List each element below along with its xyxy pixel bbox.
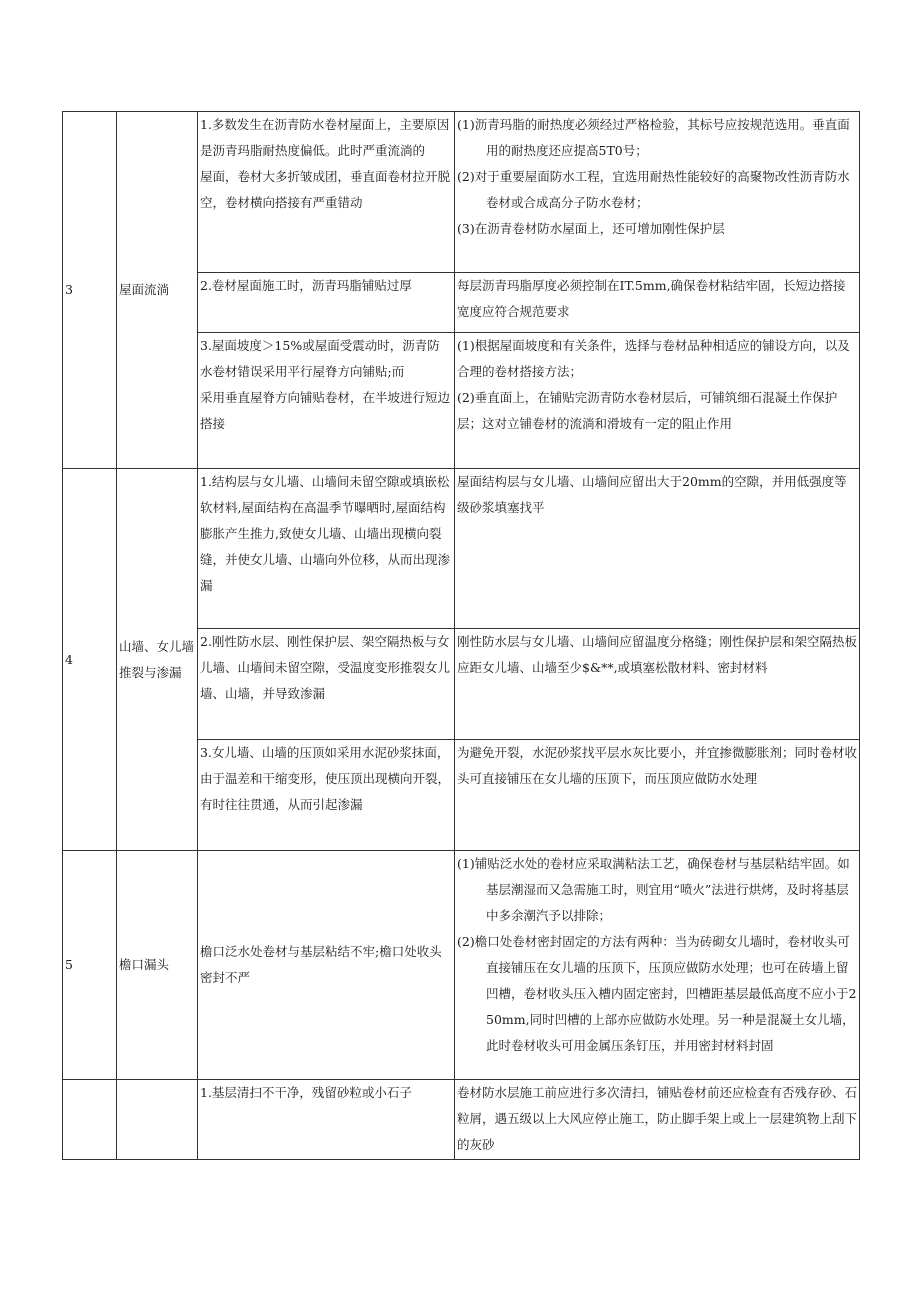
cause-cell [198, 469, 455, 629]
measure-cell [455, 629, 860, 740]
measure-cell [455, 469, 860, 629]
cause-text: 采用垂直屋脊方向铺贴卷材，在半坡进行短边搭接 [200, 390, 451, 431]
measure-item: (1)沥青玛脂的耐热度必须经过严格检验，其标号应按规范选用。垂直面用的耐热度还应提高5T0号； [457, 117, 850, 158]
cause-text: 檐口泛水处卷材与基层粘结不牢;檐口处收头密封不严 [200, 944, 442, 985]
defect-category: 屋面流淌 [117, 112, 198, 469]
measure-cell [455, 112, 860, 273]
measure-text: 为避免开裂，水泥砂浆找平层水灰比要小，并宜掺微膨胀剂；同时卷材收头可直接铺压在女儿墙的压顶下，而压顶应做防水处理 [457, 745, 858, 786]
cause-cell [198, 273, 455, 333]
table-row [63, 1080, 860, 1160]
measure-item: (1)铺贴泛水处的卷材应采取满粘法工艺，确保卷材与基层粘结牢固。如基层潮湿而又急需施工时，则宜用“喷火”法进行烘烤，及时将基层中多余潮汽予以排除； [457, 856, 850, 923]
measure-cell [455, 333, 860, 469]
row-number: 4 [63, 469, 117, 851]
defects-table [62, 111, 860, 1160]
cause-cell [198, 112, 455, 273]
cause-cell [198, 740, 455, 851]
cause-text: 屋面，卷材大多折皱成团，垂直面卷材拉开脱空，卷材横向搭接有严重错动 [200, 169, 451, 210]
row-number [63, 1080, 117, 1160]
defect-category [117, 1080, 198, 1160]
cause-text: 2.刚性防水层、刚性保护层、架空隔热板与女儿墙、山墙间未留空隙，受温度变形推裂女儿墙、山墙，并导致渗漏 [200, 634, 451, 701]
measure-item: (3)在沥青卷材防水屋面上，还可增加刚性保护层 [457, 221, 725, 236]
row-number: 3 [63, 112, 117, 469]
cause-cell [198, 333, 455, 469]
defect-category: 山墙、女儿墙推裂与渗漏 [117, 469, 198, 851]
measure-text: 每层沥青玛脂厚度必须控制在IT.5mm,确保卷材粘结牢固，长短边搭接宽度应符合规范要求 [457, 278, 846, 319]
measure-text: 卷材防水层施工前应进行多次清扫，铺贴卷材前还应检查有否残存砂、石粒屑，遇五级以上大风应停止施工，防止脚手架上或上一层建筑物上刮下的灰砂 [457, 1085, 858, 1152]
cause-text: 3.屋面坡度＞15%或屋面受震动时，沥青防水卷材错误采用平行屋脊方向铺贴;而 [200, 338, 440, 379]
measure-item: (2)对于重要屋面防水工程，宜选用耐热性能较好的高聚物改性沥青防水卷材或合成高分子防水卷材； [457, 169, 850, 210]
cause-cell [198, 851, 455, 1080]
cause-text: 1.多数发生在沥青防水卷材屋面上，主要原因是沥青玛脂耐热度偏低。此时严重流淌的 [200, 117, 450, 158]
cause-cell [198, 1080, 455, 1160]
cause-text: 3.女儿墙、山墙的压顶如采用水泥砂浆抹面，由于温差和干缩变形，使压顶出现横向开裂，有时往往贯通，从而引起渗漏 [200, 745, 451, 812]
measure-cell [455, 273, 860, 333]
defect-category: 檐口漏头 [117, 851, 198, 1080]
table-row [63, 469, 860, 629]
measure-text: 屋面结构层与女儿墙、山墙间应留出大于20mm的空隙，并用低强度等级砂浆填塞找平 [457, 474, 847, 515]
cause-cell [198, 629, 455, 740]
measure-item: (2)檐口处卷材密封固定的方法有两种：当为砖砌女儿墙时，卷材收头可直接铺压在女儿墙的压顶下，压顶应做防水处理；也可在砖墙上留凹槽，卷材收头压入槽内固定密封，凹槽距基层最低高度不应小于250mm,同时凹槽的上部亦应做防水处理。另一种是混凝土女儿墙，此时卷材收头可用金属压条钉压，并用密封材料封固 [457, 934, 857, 1053]
cause-text: 2.卷材屋面施工时，沥青玛脂铺贴过厚 [200, 278, 412, 293]
measure-cell [455, 851, 860, 1080]
cause-text: 1.基层清扫不干净，残留砂粒或小石子 [200, 1085, 412, 1100]
measure-text: (2)垂直面上，在铺贴完沥青防水卷材层后，可铺筑细石混凝土作保护层；这对立铺卷材的流淌和滑坡有一定的阻止作用 [457, 390, 838, 431]
measure-text: 刚性防水层与女儿墙、山墙间应留温度分格缝；刚性保护层和架空隔热板应距女儿墙、山墙至少$&**,或填塞松散材料、密封材料 [457, 634, 858, 675]
table-row [63, 112, 860, 273]
row-number: 5 [63, 851, 117, 1080]
measure-cell [455, 1080, 860, 1160]
table-row [63, 851, 860, 1080]
measure-cell [455, 740, 860, 851]
cause-text: 1.结构层与女儿墙、山墙间未留空隙或填嵌松软材料,屋面结构在高温季节曝晒时,屋面结构膨胀产生推力,致使女儿墙、山墙出现横向裂缝，并使女儿墙、山墙向外位移，从而出现渗漏 [200, 474, 451, 593]
measure-text: (1)根据屋面坡度和有关条件，选择与卷材品种相适应的铺设方向，以及合理的卷材搭接方法； [457, 338, 850, 379]
